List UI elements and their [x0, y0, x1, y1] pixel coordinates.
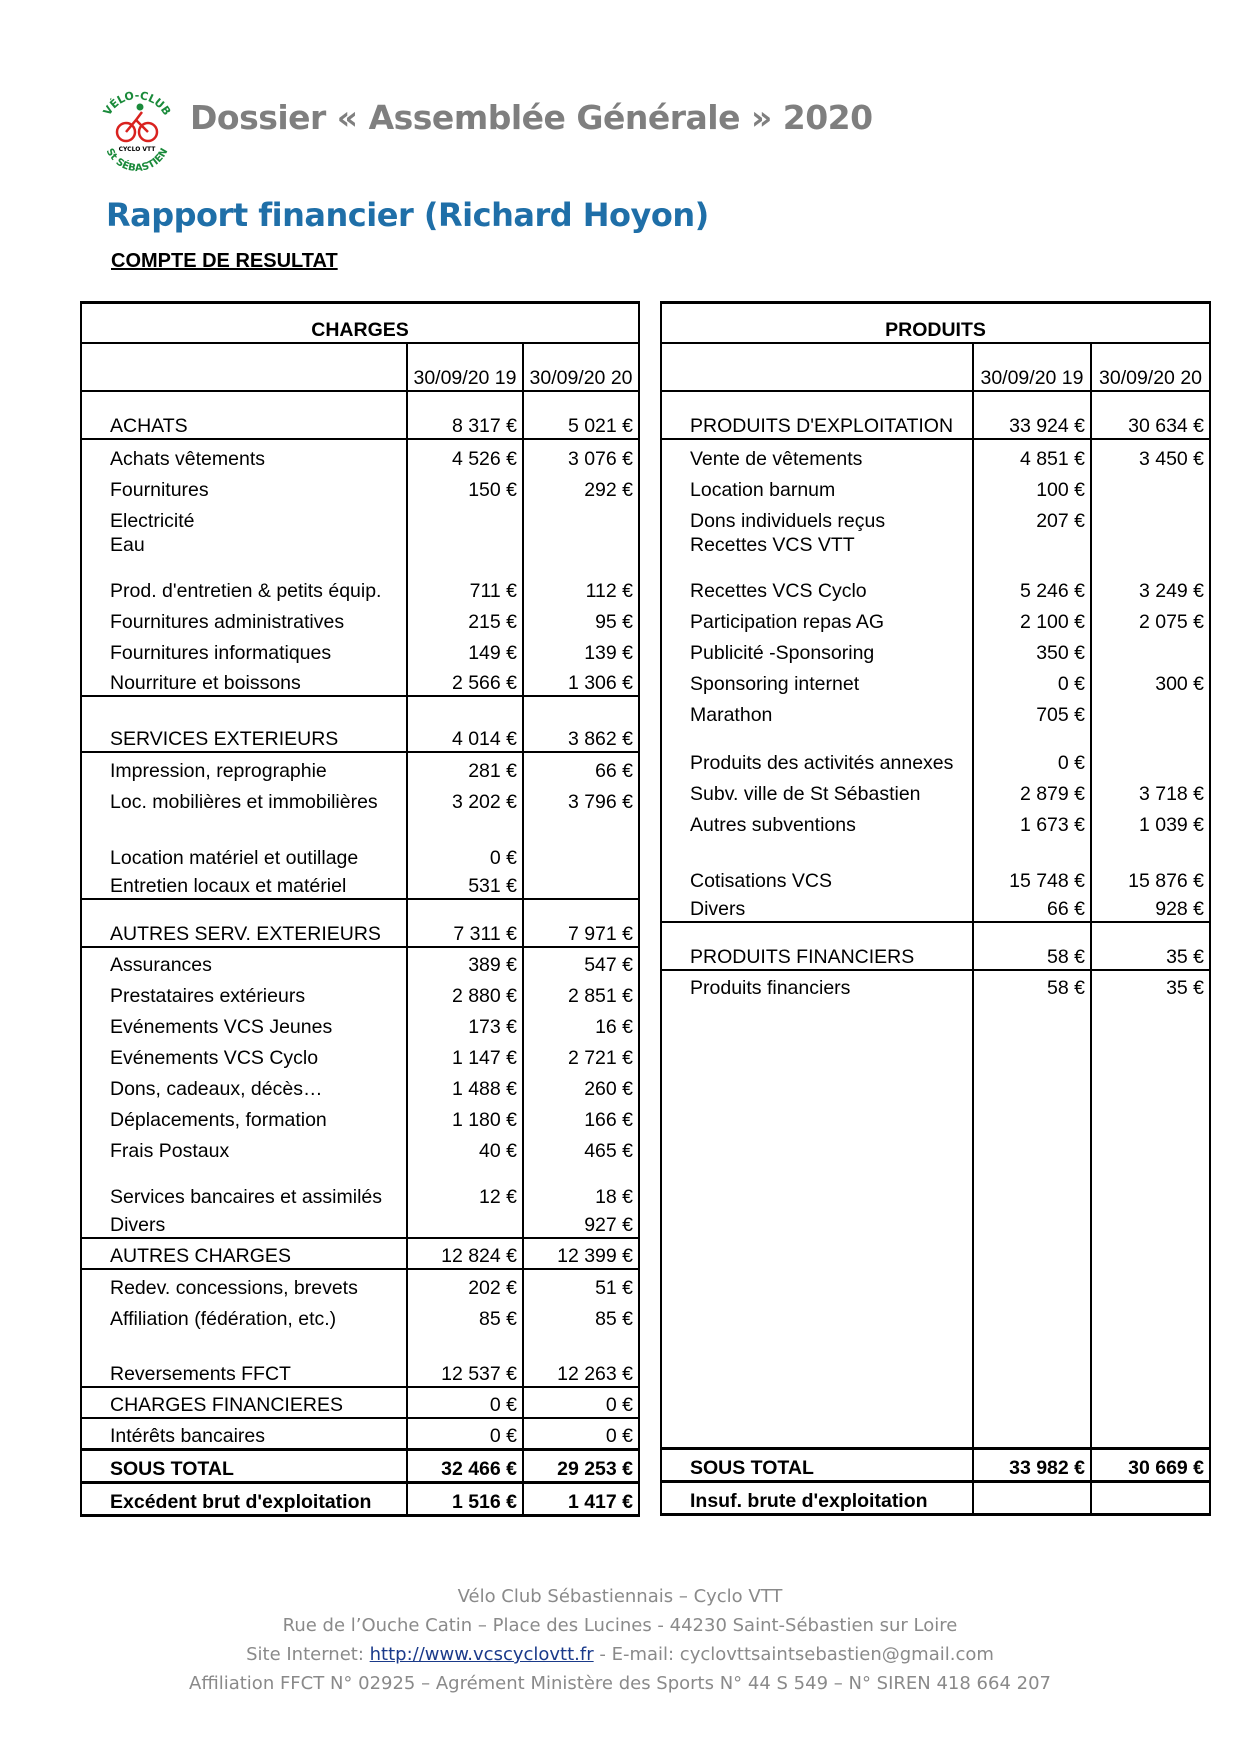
- charges-cell-y1: 7 311 €: [407, 899, 523, 947]
- produits-empty-cell: [661, 1000, 973, 1448]
- footer-line-3: [0, 1644, 1240, 1665]
- produits-table: [660, 301, 1211, 1516]
- charges-cell-y2: 0 €: [523, 1387, 639, 1418]
- produits-cell-y1: 0 €: [973, 665, 1091, 696]
- charges-row: [81, 696, 639, 752]
- charges-cell-label: Entretien locaux et matériel: [81, 870, 407, 899]
- produits-row: [661, 893, 1210, 922]
- produits-cell-y2: [1091, 634, 1210, 665]
- website-link[interactable]: http://www.vcscyclovtt.fr: [369, 1644, 594, 1665]
- produits-cell-y2: 928 €: [1091, 893, 1210, 922]
- charges-blank-header: [81, 343, 407, 391]
- charges-heading: CHARGES: [81, 303, 639, 344]
- subsection-title: COMPTE DE RESULTAT: [111, 250, 338, 272]
- charges-row: [81, 391, 639, 439]
- charges-row: [81, 1300, 639, 1331]
- produits-cell-y1: 66 €: [973, 893, 1091, 922]
- produits-cell-y1: [973, 533, 1091, 557]
- charges-cell-y1: 149 €: [407, 634, 523, 665]
- produits-cell-y1: 705 €: [973, 696, 1091, 727]
- charges-cell-label: SERVICES EXTERIEURS: [81, 696, 407, 752]
- produits-cell-y2: 35 €: [1091, 970, 1210, 1000]
- charges-cell-y1: 85 €: [407, 1300, 523, 1331]
- produits-row: [661, 775, 1210, 806]
- charges-cell-y1: 4 526 €: [407, 439, 523, 471]
- produits-cell-y2: [1091, 696, 1210, 727]
- charges-cell-y2: [523, 870, 639, 899]
- produits-cell-y2: 30 634 €: [1091, 391, 1210, 439]
- produits-cell-y2: 1 039 €: [1091, 806, 1210, 837]
- charges-cell-y1: 12 537 €: [407, 1331, 523, 1387]
- produits-cell-label: Marathon: [661, 696, 973, 727]
- produits-row: [661, 603, 1210, 634]
- produits-blank-header: [661, 343, 973, 391]
- charges-row: [81, 502, 639, 533]
- charges-cell-label: Impression, reprographie: [81, 752, 407, 783]
- charges-cell-y2: 51 €: [523, 1269, 639, 1300]
- charges-cell-label: Frais Postaux: [81, 1132, 407, 1163]
- charges-cell-label: Services bancaires et assimilés: [81, 1163, 407, 1209]
- document-title: Dossier « Assemblée Générale » 2020: [190, 98, 873, 137]
- charges-row: [81, 1163, 639, 1209]
- charges-cell-y2: 260 €: [523, 1070, 639, 1101]
- charges-row: [81, 1482, 639, 1515]
- charges-cell-y1: 12 824 €: [407, 1238, 523, 1269]
- produits-cell-y1: 2 879 €: [973, 775, 1091, 806]
- charges-cell-label: Loc. mobilières et immobilières: [81, 783, 407, 814]
- produits-row: [661, 922, 1210, 970]
- charges-cell-label: Nourriture et boissons: [81, 665, 407, 696]
- charges-row: [81, 1449, 639, 1482]
- charges-cell-y1: [407, 533, 523, 557]
- produits-row: [661, 1000, 1210, 1448]
- logo-text-top: VÉLO-CLUB: [100, 88, 174, 118]
- produits-cell-y1: 4 851 €: [973, 439, 1091, 471]
- charges-cell-y2: 166 €: [523, 1101, 639, 1132]
- produits-empty-cell: [973, 1000, 1091, 1448]
- charges-cell-label: Fournitures: [81, 471, 407, 502]
- charges-cell-label: Eau: [81, 533, 407, 557]
- charges-cell-label: Reversements FFCT: [81, 1331, 407, 1387]
- produits-cell-y2: 3 450 €: [1091, 439, 1210, 471]
- charges-cell-label: ACHATS: [81, 391, 407, 439]
- produits-row: [661, 634, 1210, 665]
- charges-row: [81, 1387, 639, 1418]
- produits-cell-label: SOUS TOTAL: [661, 1448, 973, 1481]
- produits-cell-label: Divers: [661, 893, 973, 922]
- charges-cell-label: Electricité: [81, 502, 407, 533]
- charges-cell-y1: 1 488 €: [407, 1070, 523, 1101]
- charges-cell-y2: 139 €: [523, 634, 639, 665]
- logo-text-center: CYCLO VTT: [118, 146, 156, 153]
- produits-row: [661, 533, 1210, 557]
- produits-cell-label: Cotisations VCS: [661, 837, 973, 893]
- charges-row: [81, 977, 639, 1008]
- charges-row: [81, 1039, 639, 1070]
- footer-line-4: Affiliation FFCT N° 02925 – Agrément Ministère des Sports N° 44 S 549 – N° SIREN 418 664 207: [189, 1673, 1051, 1694]
- charges-cell-label: Intérêts bancaires: [81, 1418, 407, 1449]
- charges-cell-label: Déplacements, formation: [81, 1101, 407, 1132]
- charges-cell-label: AUTRES SERV. EXTERIEURS: [81, 899, 407, 947]
- produits-cell-label: Participation repas AG: [661, 603, 973, 634]
- charges-cell-y2: 85 €: [523, 1300, 639, 1331]
- produits-cell-label: Insuf. brute d'exploitation: [661, 1481, 973, 1514]
- charges-cell-y2: 66 €: [523, 752, 639, 783]
- charges-cell-y2: [523, 814, 639, 870]
- charges-cell-y1: 1 147 €: [407, 1039, 523, 1070]
- produits-cell-y2: 3 718 €: [1091, 775, 1210, 806]
- produits-cell-y1: 0 €: [973, 727, 1091, 775]
- produits-cell-label: Sponsoring internet: [661, 665, 973, 696]
- produits-cell-label: Recettes VCS Cyclo: [661, 557, 973, 603]
- charges-cell-label: Fournitures informatiques: [81, 634, 407, 665]
- produits-cell-y2: [1091, 727, 1210, 775]
- charges-cell-y1: 0 €: [407, 1418, 523, 1449]
- charges-cell-y2: 5 021 €: [523, 391, 639, 439]
- produits-row: [661, 471, 1210, 502]
- charges-cell-label: Excédent brut d'exploitation: [81, 1482, 407, 1515]
- produits-row: [661, 391, 1210, 439]
- charges-cell-y2: 0 €: [523, 1418, 639, 1449]
- charges-row: [81, 1418, 639, 1449]
- charges-row: [81, 1070, 639, 1101]
- charges-cell-y1: 12 €: [407, 1163, 523, 1209]
- charges-cell-y1: 1 180 €: [407, 1101, 523, 1132]
- charges-cell-label: AUTRES CHARGES: [81, 1238, 407, 1269]
- charges-cell-y1: 40 €: [407, 1132, 523, 1163]
- svg-text:VÉLO-CLUB: [101, 89, 174, 118]
- charges-row: [81, 665, 639, 696]
- charges-col2-header: 30/09/20 20: [523, 343, 639, 391]
- produits-row: [661, 837, 1210, 893]
- produits-cell-y2: 300 €: [1091, 665, 1210, 696]
- charges-cell-label: Affiliation (fédération, etc.): [81, 1300, 407, 1331]
- footer-line-2: Rue de l’Ouche Catin – Place des Lucines - 44230 Saint-Sébastien sur Loire: [282, 1615, 958, 1636]
- produits-cell-y1: 33 982 €: [973, 1448, 1091, 1481]
- produits-empty-cell: [1091, 1000, 1210, 1448]
- charges-cell-y2: 465 €: [523, 1132, 639, 1163]
- produits-heading: PRODUITS: [661, 303, 1210, 344]
- produits-col1-header: 30/09/20 19: [973, 343, 1091, 391]
- produits-cell-label: Recettes VCS VTT: [661, 533, 973, 557]
- charges-row: [81, 471, 639, 502]
- charges-row: [81, 603, 639, 634]
- charges-cell-y1: 389 €: [407, 947, 523, 977]
- charges-row: [81, 533, 639, 557]
- produits-cell-y1: 58 €: [973, 970, 1091, 1000]
- charges-cell-y1: 4 014 €: [407, 696, 523, 752]
- charges-cell-y2: 3 076 €: [523, 439, 639, 471]
- charges-cell-y2: 292 €: [523, 471, 639, 502]
- charges-cell-y1: 202 €: [407, 1269, 523, 1300]
- produits-cell-y2: 2 075 €: [1091, 603, 1210, 634]
- produits-cell-y2: 30 669 €: [1091, 1448, 1210, 1481]
- produits-row: [661, 665, 1210, 696]
- charges-cell-y2: 95 €: [523, 603, 639, 634]
- logo-text-bottom: St SÉBASTIEN: [103, 146, 171, 175]
- charges-cell-y2: 7 971 €: [523, 899, 639, 947]
- produits-row: [661, 1448, 1210, 1481]
- charges-cell-y1: 0 €: [407, 1387, 523, 1418]
- charges-cell-y1: 281 €: [407, 752, 523, 783]
- charges-row: [81, 899, 639, 947]
- charges-cell-y2: 3 796 €: [523, 783, 639, 814]
- produits-col2-header: 30/09/20 20: [1091, 343, 1210, 391]
- charges-cell-label: Location matériel et outillage: [81, 814, 407, 870]
- produits-cell-y2: [1091, 1481, 1210, 1514]
- produits-cell-y1: 5 246 €: [973, 557, 1091, 603]
- produits-cell-label: Subv. ville de St Sébastien: [661, 775, 973, 806]
- charges-row: [81, 1008, 639, 1039]
- charges-table: [80, 301, 640, 1517]
- charges-cell-y1: 150 €: [407, 471, 523, 502]
- produits-cell-label: Dons individuels reçus: [661, 502, 973, 533]
- produits-cell-label: PRODUITS FINANCIERS: [661, 922, 973, 970]
- produits-row: [661, 806, 1210, 837]
- charges-row: [81, 1101, 639, 1132]
- produits-cell-y1: 15 748 €: [973, 837, 1091, 893]
- charges-cell-label: Divers: [81, 1209, 407, 1238]
- charges-cell-y2: 2 851 €: [523, 977, 639, 1008]
- section-title: Rapport financier (Richard Hoyon): [106, 196, 709, 234]
- charges-cell-y2: 1 306 €: [523, 665, 639, 696]
- charges-cell-y2: 547 €: [523, 947, 639, 977]
- produits-cell-label: Vente de vêtements: [661, 439, 973, 471]
- produits-cell-y1: 100 €: [973, 471, 1091, 502]
- produits-cell-y2: [1091, 533, 1210, 557]
- charges-cell-label: Evénements VCS Jeunes: [81, 1008, 407, 1039]
- charges-cell-label: Evénements VCS Cyclo: [81, 1039, 407, 1070]
- charges-row: [81, 752, 639, 783]
- charges-cell-y1: 2 880 €: [407, 977, 523, 1008]
- charges-cell-y2: 927 €: [523, 1209, 639, 1238]
- produits-cell-label: Produits des activités annexes: [661, 727, 973, 775]
- produits-row: [661, 557, 1210, 603]
- produits-cell-y1: [973, 1481, 1091, 1514]
- charges-row: [81, 1209, 639, 1238]
- footer-line-1: Vélo Club Sébastiennais – Cyclo VTT: [457, 1586, 783, 1607]
- club-logo: [96, 88, 178, 178]
- produits-row: [661, 1481, 1210, 1514]
- charges-cell-y2: 12 263 €: [523, 1331, 639, 1387]
- charges-cell-y1: 711 €: [407, 557, 523, 603]
- charges-row: [81, 783, 639, 814]
- charges-cell-y2: [523, 533, 639, 557]
- charges-cell-y1: 173 €: [407, 1008, 523, 1039]
- charges-cell-y1: 0 €: [407, 814, 523, 870]
- charges-cell-label: Assurances: [81, 947, 407, 977]
- produits-row: [661, 502, 1210, 533]
- charges-row: [81, 947, 639, 977]
- produits-cell-y1: 33 924 €: [973, 391, 1091, 439]
- produits-cell-label: Location barnum: [661, 471, 973, 502]
- charges-cell-y2: 12 399 €: [523, 1238, 639, 1269]
- charges-cell-y1: 215 €: [407, 603, 523, 634]
- charges-cell-y2: 112 €: [523, 557, 639, 603]
- produits-cell-y2: 35 €: [1091, 922, 1210, 970]
- produits-cell-y1: 207 €: [973, 502, 1091, 533]
- charges-row: [81, 814, 639, 870]
- club-logo-icon: [96, 88, 178, 178]
- charges-row: [81, 1331, 639, 1387]
- produits-cell-y1: 350 €: [973, 634, 1091, 665]
- charges-row: [81, 1269, 639, 1300]
- charges-row: [81, 870, 639, 899]
- charges-cell-label: Achats vêtements: [81, 439, 407, 471]
- charges-cell-y2: [523, 502, 639, 533]
- produits-cell-y2: 15 876 €: [1091, 837, 1210, 893]
- charges-cell-y2: 3 862 €: [523, 696, 639, 752]
- charges-cell-label: Fournitures administratives: [81, 603, 407, 634]
- charges-cell-label: Prestataires extérieurs: [81, 977, 407, 1008]
- produits-cell-label: Publicité -Sponsoring: [661, 634, 973, 665]
- charges-cell-y1: 3 202 €: [407, 783, 523, 814]
- charges-row: [81, 1238, 639, 1269]
- charges-cell-y1: 531 €: [407, 870, 523, 899]
- charges-row: [81, 1132, 639, 1163]
- charges-cell-y1: [407, 1209, 523, 1238]
- produits-cell-label: Autres subventions: [661, 806, 973, 837]
- charges-cell-y1: 8 317 €: [407, 391, 523, 439]
- charges-cell-label: Redev. concessions, brevets: [81, 1269, 407, 1300]
- produits-cell-y2: [1091, 502, 1210, 533]
- produits-cell-y1: 1 673 €: [973, 806, 1091, 837]
- charges-col1-header: 30/09/20 19: [407, 343, 523, 391]
- charges-cell-y1: [407, 502, 523, 533]
- produits-row: [661, 696, 1210, 727]
- footer-site-label: Site Internet:: [246, 1644, 370, 1665]
- charges-cell-label: CHARGES FINANCIERES: [81, 1387, 407, 1418]
- charges-cell-y2: 2 721 €: [523, 1039, 639, 1070]
- produits-cell-label: Produits financiers: [661, 970, 973, 1000]
- charges-cell-y1: 32 466 €: [407, 1449, 523, 1482]
- produits-cell-y1: 58 €: [973, 922, 1091, 970]
- produits-row: [661, 727, 1210, 775]
- produits-row: [661, 439, 1210, 471]
- charges-cell-y2: 18 €: [523, 1163, 639, 1209]
- produits-cell-label: PRODUITS D'EXPLOITATION: [661, 391, 973, 439]
- charges-cell-label: Prod. d'entretien & petits équip.: [81, 557, 407, 603]
- footer-email: - E-mail: cyclovttsaintsebastien@gmail.com: [593, 1644, 994, 1665]
- produits-row: [661, 970, 1210, 1000]
- charges-cell-label: Dons, cadeaux, décès…: [81, 1070, 407, 1101]
- charges-row: [81, 557, 639, 603]
- produits-cell-y1: 2 100 €: [973, 603, 1091, 634]
- produits-cell-y2: 3 249 €: [1091, 557, 1210, 603]
- charges-row: [81, 439, 639, 471]
- charges-cell-y2: 29 253 €: [523, 1449, 639, 1482]
- charges-cell-y2: 16 €: [523, 1008, 639, 1039]
- produits-cell-y2: [1091, 471, 1210, 502]
- charges-cell-y1: 1 516 €: [407, 1482, 523, 1515]
- charges-cell-y1: 2 566 €: [407, 665, 523, 696]
- charges-cell-y2: 1 417 €: [523, 1482, 639, 1515]
- charges-cell-label: SOUS TOTAL: [81, 1449, 407, 1482]
- charges-row: [81, 634, 639, 665]
